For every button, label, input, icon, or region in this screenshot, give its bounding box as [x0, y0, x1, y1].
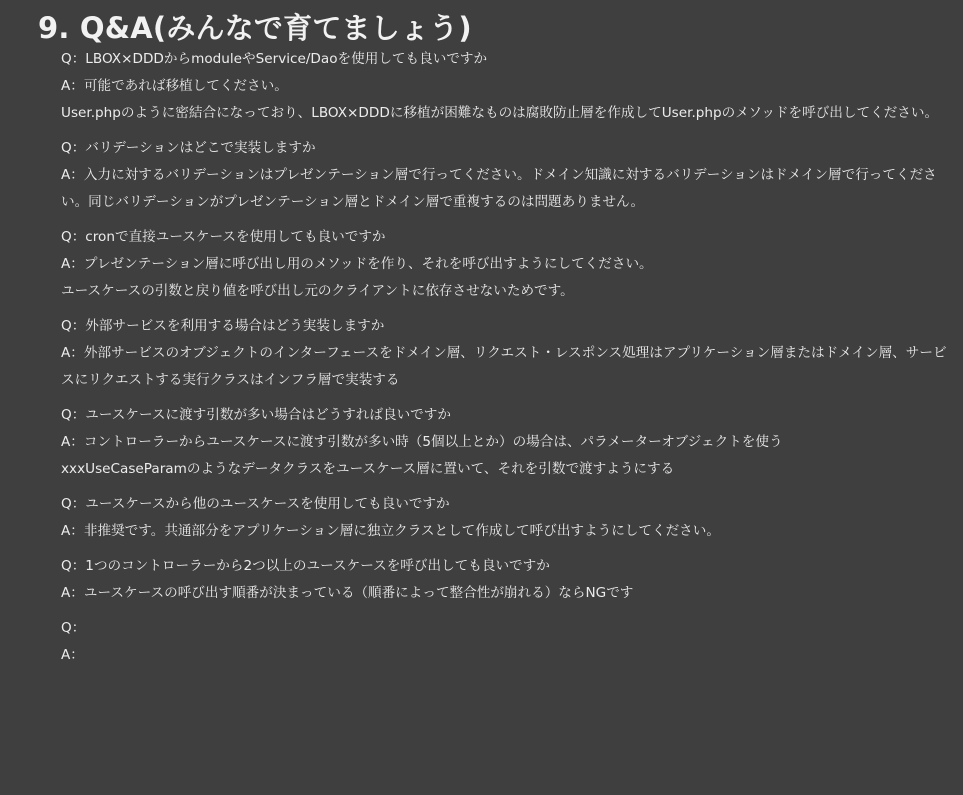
question-text: Q： [61, 620, 86, 636]
answer-text: A：非推奨です。共通部分をアプリケーション層に独立クラスとして作成して呼び出すようにしてください。 [61, 523, 720, 539]
answer-text: A：入力に対するバリデーションはプレゼンテーション層で行ってください。ドメイン知識に対するバリデーションはドメイン層で行ってください。同じバリデーションがプレゼンテーション層とドメイン層で重複するのは問題ありません。 [61, 167, 937, 210]
qa-item [61, 615, 947, 669]
question-text: Q：ユースケースから他のユースケースを使用しても良いですか [61, 496, 450, 512]
question-text: Q：cronで直接ユースケースを使用しても良いですか [61, 229, 386, 245]
answer-text: A： [61, 647, 84, 663]
qa-item [61, 553, 947, 607]
qa-item [61, 402, 947, 483]
question-text: Q：外部サービスを利用する場合はどう実装しますか [61, 318, 385, 334]
question-text: Q：LBOX×DDDからmoduleやService/Daoを使用しても良いですか [61, 51, 488, 67]
answer-text-continued: ユースケースの引数と戻り値を呼び出し元のクライアントに依存させないためです。 [61, 283, 574, 299]
answer-text: A：プレゼンテーション層に呼び出し用のメソッドを作り、それを呼び出すようにしてください。 [61, 256, 653, 272]
qa-item [61, 135, 947, 216]
qa-item [61, 224, 947, 305]
qa-list [38, 46, 947, 669]
answer-text: A：ユースケースの呼び出す順番が決まっている（順番によって整合性が崩れる）ならNGです [61, 585, 634, 601]
question-text: Q：ユースケースに渡す引数が多い場合はどうすれば良いですか [61, 407, 451, 423]
answer-text-continued: xxxUseCaseParamのようなデータクラスをユースケース層に置いて、それを引数で渡すようにする [61, 461, 675, 477]
answer-text: A：コントローラーからユースケースに渡す引数が多い時（5個以上とか）の場合は、パラメーターオブジェクトを使う [61, 434, 783, 450]
answer-text: A：可能であれば移植してください。 [61, 78, 288, 94]
answer-text-continued: User.phpのように密結合になっており、LBOX×DDDに移植が困難なものは腐敗防止層を作成してUser.phpのメソッドを呼び出してください。 [61, 105, 939, 121]
qa-item [61, 491, 947, 545]
question-text: Q：1つのコントローラーから2つ以上のユースケースを呼び出しても良いですか [61, 558, 550, 574]
section-heading: 9. Q&A(みんなで育てましょう) [38, 11, 472, 45]
qa-item [61, 313, 947, 394]
question-text: Q：バリデーションはどこで実装しますか [61, 140, 316, 156]
answer-text: A：外部サービスのオブジェクトのインターフェースをドメイン層、リクエスト・レスポンス処理はアプリケーション層またはドメイン層、サービスにリクエストする実行クラスはインフラ層で実装する [61, 345, 947, 388]
qa-item [61, 46, 947, 127]
